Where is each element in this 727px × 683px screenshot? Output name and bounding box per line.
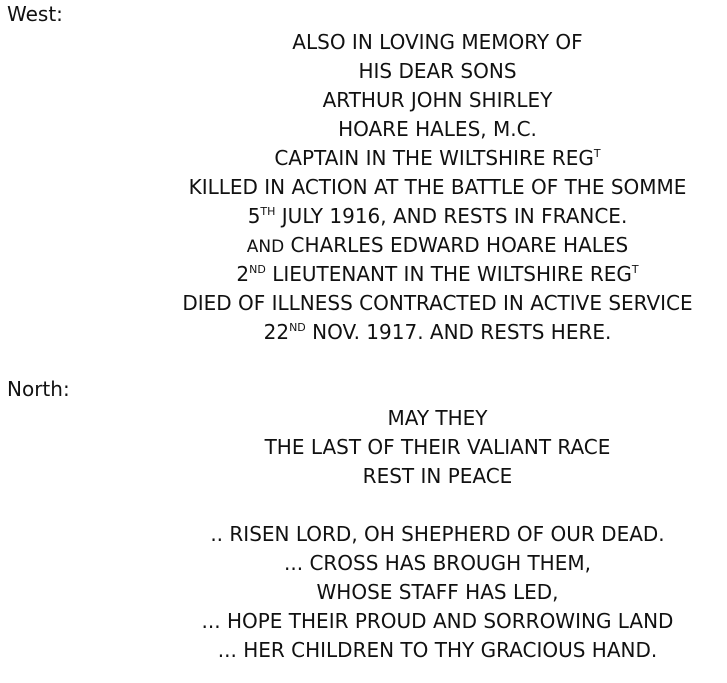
inscription-line: 22ND NOV. 1917. AND RESTS HERE.	[263, 320, 612, 344]
inscription-line: WHOSE STAFF HAS LED,	[316, 580, 559, 604]
north-label: North:	[7, 377, 70, 401]
inscription-line: CAPTAIN IN THE WILTSHIRE $REG^T$	[274, 146, 601, 170]
blank-line	[150, 491, 725, 520]
inscription-line: KILLED IN ACTION AT THE BATTLE OF THE SOMME	[188, 175, 687, 199]
inscription-line: AND CHARLES EDWARD HOARE HALES	[246, 233, 629, 257]
inscription-line: MAY THEY	[387, 406, 488, 430]
west-inscription	[150, 28, 725, 347]
west-label: West:	[7, 2, 63, 26]
inscription-line: ARTHUR JOHN SHIRLEY	[322, 88, 553, 112]
inscription-line: HOARE HALES, M.C.	[338, 117, 537, 141]
inscription-line: REST IN PEACE	[362, 464, 513, 488]
inscription-line: ALSO IN LOVING MEMORY OF	[292, 30, 583, 54]
inscription-line: DIED OF ILLNESS CONTRACTED IN ACTIVE SERVICE	[182, 291, 693, 315]
inscription-line: THE LAST OF THEIR VALIANT RACE	[264, 435, 611, 459]
inscription-line: 2ND LIEUTENANT IN THE WILTSHIRE $REG^T$	[236, 262, 639, 286]
inscription-line: .. RISEN LORD, OH SHEPHERD OF OUR DEAD.	[210, 522, 665, 546]
inscription-line: ... HER CHILDREN TO THY GRACIOUS HAND.	[217, 638, 658, 662]
inscription-line: 5TH JULY 1916, AND RESTS IN FRANCE.	[247, 204, 628, 228]
inscription-line: HIS DEAR SONS	[358, 59, 517, 83]
north-inscription	[150, 404, 725, 665]
inscription-line: ... CROSS HAS BROUGH THEM,	[284, 551, 591, 575]
inscription-line: ... HOPE THEIR PROUD AND SORROWING LAND	[201, 609, 674, 633]
